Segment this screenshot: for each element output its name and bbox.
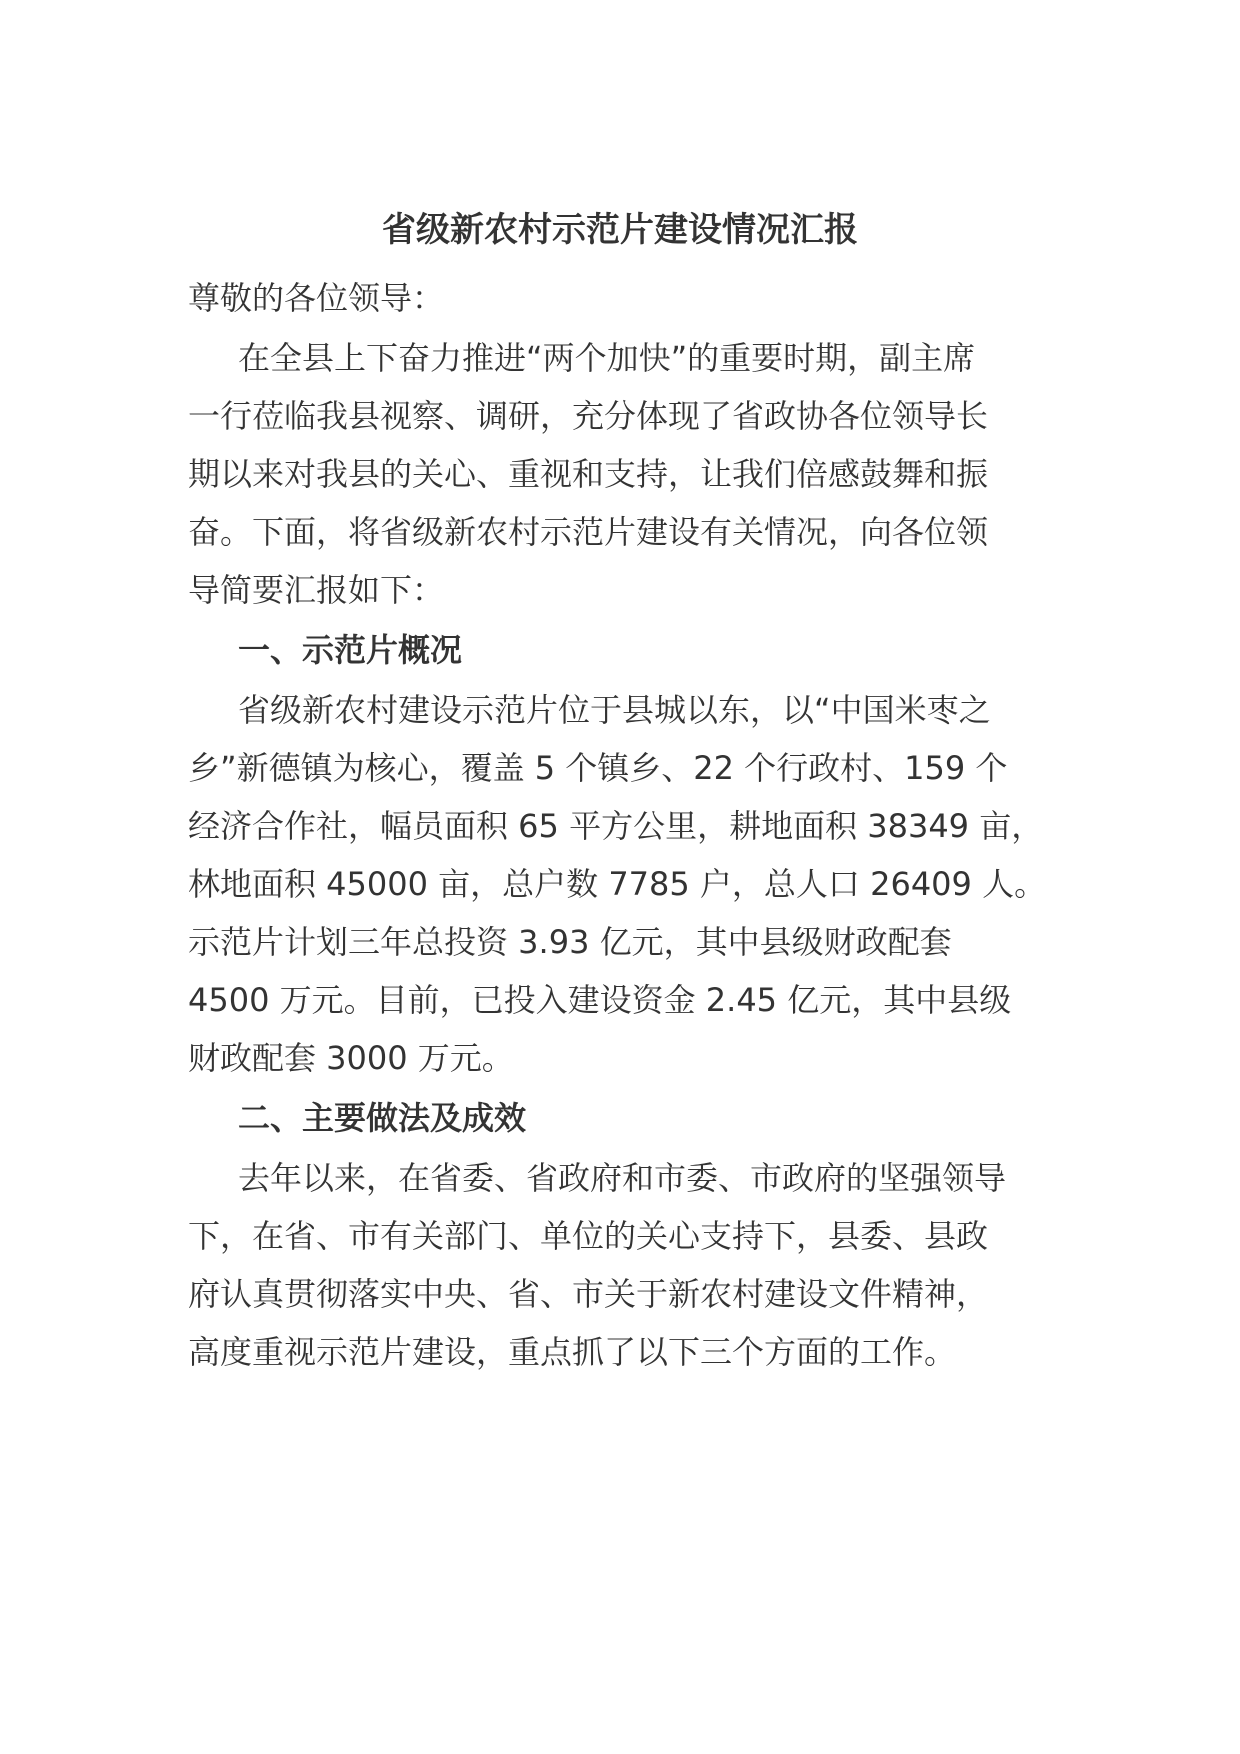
- overview-line: 示范片计划三年总投资 3.93 亿元，其中县级财政配套: [188, 923, 952, 961]
- overview-line: 4500 万元。目前，已投入建设资金 2.45 亿元，其中县级: [188, 981, 1012, 1019]
- intro-line: 一行莅临我县视察、调研，充分体现了省政协各位领导长: [188, 397, 989, 435]
- overview-line: 财政配套 3000 万元。: [188, 1039, 514, 1077]
- intro-line: 奋。下面，将省级新农村示范片建设有关情况，向各位领: [188, 513, 989, 551]
- overview-line: 经济合作社，幅员面积 65 平方公里，耕地面积 38349 亩，: [188, 807, 1044, 845]
- overview-line: 乡”新德镇为核心，覆盖 5 个镇乡、22 个行政村、159 个: [188, 749, 1008, 787]
- section-heading-practices: 二、主要做法及成效: [238, 1099, 527, 1137]
- intro-line: 期以来对我县的关心、重视和支持，让我们倍感鼓舞和振: [188, 455, 989, 493]
- section-heading-overview: 一、示范片概况: [238, 631, 463, 669]
- document-title: 省级新农村示范片建设情况汇报: [382, 210, 858, 250]
- practices-line: 高度重视示范片建设，重点抓了以下三个方面的工作。: [188, 1333, 957, 1371]
- intro-line: 在全县上下奋力推进“两个加快”的重要时期，副主席: [238, 339, 976, 377]
- salutation: 尊敬的各位领导：: [188, 279, 445, 317]
- intro-line: 导简要汇报如下：: [188, 571, 445, 609]
- practices-line: 府认真贯彻落实中央、省、市关于新农村建设文件精神，: [188, 1275, 989, 1313]
- overview-line: 省级新农村建设示范片位于县城以东，以“中国米枣之: [238, 691, 991, 729]
- practices-line: 下，在省、市有关部门、单位的关心支持下，县委、县政: [188, 1217, 989, 1255]
- practices-line: 去年以来，在省委、省政府和市委、市政府的坚强领导: [238, 1159, 1007, 1197]
- overview-line: 林地面积 45000 亩，总户数 7785 户，总人口 26409 人。: [188, 865, 1047, 903]
